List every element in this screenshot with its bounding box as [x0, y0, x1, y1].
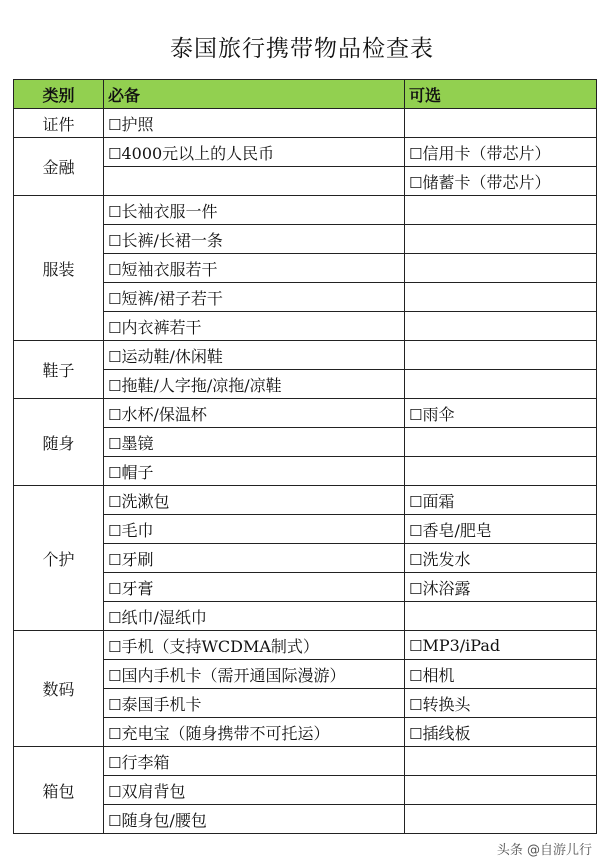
- checkbox-icon[interactable]: ☐: [108, 521, 122, 540]
- watermark: 头条 @自游儿行: [496, 843, 592, 858]
- checklist-table: [13, 79, 597, 834]
- table-row: [14, 138, 597, 167]
- required-cell: [104, 283, 405, 312]
- required-cell: [104, 428, 405, 457]
- item-label: 插线板: [422, 723, 471, 743]
- checkbox-icon[interactable]: ☐: [108, 666, 122, 685]
- item-label: 随身包/腰包: [121, 810, 207, 830]
- table-row: [14, 399, 597, 428]
- item-label: 洗漱包: [121, 491, 170, 511]
- optional-cell: [405, 776, 597, 805]
- optional-cell: [405, 805, 597, 834]
- checkbox-icon[interactable]: ☐: [409, 724, 423, 743]
- optional-cell: [405, 689, 597, 718]
- checklist-body: [14, 109, 597, 834]
- item-label: 长裤/长裙一条: [121, 230, 223, 250]
- checkbox-icon[interactable]: ☐: [409, 636, 423, 655]
- header-row: [14, 80, 597, 109]
- optional-cell: [405, 167, 597, 196]
- checkbox-icon[interactable]: ☐: [409, 521, 423, 540]
- required-cell: [104, 631, 405, 660]
- item-label: 毛巾: [121, 520, 154, 540]
- optional-cell: [405, 399, 597, 428]
- page-title: 泰国旅行携带物品检查表: [170, 36, 434, 62]
- checkbox-icon[interactable]: ☐: [108, 318, 122, 337]
- required-cell: [104, 573, 405, 602]
- item-label: 雨伞: [422, 404, 455, 424]
- checkbox-icon[interactable]: ☐: [108, 782, 122, 801]
- required-cell: [104, 689, 405, 718]
- item-label: 相机: [422, 665, 455, 685]
- item-label: 手机（支持WCDMA制式）: [121, 636, 319, 656]
- table-row: [14, 486, 597, 515]
- category-cell: 数码: [14, 631, 104, 747]
- category-cell: 鞋子: [14, 341, 104, 399]
- checkbox-icon[interactable]: ☐: [409, 492, 423, 511]
- checkbox-icon[interactable]: ☐: [108, 753, 122, 772]
- required-cell: [104, 225, 405, 254]
- required-cell: [104, 370, 405, 399]
- optional-cell: [405, 370, 597, 399]
- checkbox-icon[interactable]: ☐: [108, 492, 122, 511]
- checkbox-icon[interactable]: ☐: [108, 724, 122, 743]
- checkbox-icon[interactable]: ☐: [409, 579, 423, 598]
- required-cell: [104, 457, 405, 486]
- checkbox-icon[interactable]: ☐: [409, 695, 423, 714]
- item-label: 面霜: [422, 491, 455, 511]
- optional-cell: [405, 428, 597, 457]
- item-label: 转换头: [422, 694, 471, 714]
- item-label: 牙膏: [121, 578, 154, 598]
- optional-cell: [405, 138, 597, 167]
- checkbox-icon[interactable]: ☐: [409, 173, 423, 192]
- category-cell: 个护: [14, 486, 104, 631]
- table-row: [14, 109, 597, 138]
- checkbox-icon[interactable]: ☐: [108, 347, 122, 366]
- required-cell: [104, 167, 405, 196]
- checkbox-icon[interactable]: ☐: [108, 289, 122, 308]
- optional-cell: [405, 341, 597, 370]
- required-cell: [104, 196, 405, 225]
- required-cell: [104, 312, 405, 341]
- item-label: 墨镜: [121, 433, 154, 453]
- table-row: [14, 341, 597, 370]
- item-label: 信用卡（带芯片）: [422, 143, 551, 163]
- required-cell: [104, 486, 405, 515]
- header-required: 必备: [104, 80, 405, 109]
- optional-cell: [405, 109, 597, 138]
- item-label: 护照: [121, 114, 154, 134]
- required-cell: [104, 544, 405, 573]
- checkbox-icon[interactable]: ☐: [108, 405, 122, 424]
- required-cell: [104, 776, 405, 805]
- required-cell: [104, 515, 405, 544]
- optional-cell: [405, 602, 597, 631]
- required-cell: [104, 138, 405, 167]
- checkbox-icon[interactable]: ☐: [108, 579, 122, 598]
- table-row: [14, 747, 597, 776]
- item-label: 香皂/肥皂: [422, 520, 492, 540]
- item-label: 帽子: [121, 462, 154, 482]
- checkbox-icon[interactable]: ☐: [108, 550, 122, 569]
- item-label: 水杯/保温杯: [121, 404, 207, 424]
- optional-cell: [405, 486, 597, 515]
- checkbox-icon[interactable]: ☐: [108, 115, 122, 134]
- checkbox-icon[interactable]: ☐: [108, 637, 122, 656]
- item-label: 双肩背包: [121, 781, 186, 801]
- optional-cell: [405, 225, 597, 254]
- checkbox-icon[interactable]: ☐: [108, 434, 122, 453]
- checkbox-icon[interactable]: ☐: [108, 463, 122, 482]
- required-cell: [104, 254, 405, 283]
- category-cell: 金融: [14, 138, 104, 196]
- required-cell: [104, 805, 405, 834]
- optional-cell: [405, 747, 597, 776]
- checkbox-icon[interactable]: ☐: [108, 144, 122, 163]
- checkbox-icon[interactable]: ☐: [409, 144, 423, 163]
- item-label: MP3/iPad: [422, 635, 501, 655]
- required-cell: [104, 660, 405, 689]
- item-label: 短袖衣服若干: [121, 259, 218, 279]
- optional-cell: [405, 631, 597, 660]
- table-row: [14, 196, 597, 225]
- category-cell: 服装: [14, 196, 104, 341]
- optional-cell: [405, 312, 597, 341]
- optional-cell: [405, 515, 597, 544]
- optional-cell: [405, 196, 597, 225]
- checkbox-icon[interactable]: ☐: [108, 231, 122, 250]
- optional-cell: [405, 544, 597, 573]
- optional-cell: [405, 254, 597, 283]
- optional-cell: [405, 573, 597, 602]
- item-label: 国内手机卡（需开通国际漫游）: [121, 665, 346, 685]
- category-cell: 箱包: [14, 747, 104, 834]
- checkbox-icon[interactable]: ☐: [108, 202, 122, 221]
- checkbox-icon[interactable]: ☐: [108, 811, 122, 830]
- item-label: 4000元以上的人民币: [121, 143, 275, 163]
- item-label: 短裤/裙子若干: [121, 288, 223, 308]
- required-cell: [104, 109, 405, 138]
- item-label: 长袖衣服一件: [121, 201, 218, 221]
- item-label: 储蓄卡（带芯片）: [422, 172, 551, 192]
- item-label: 充电宝（随身携带不可托运）: [121, 723, 330, 743]
- item-label: 牙刷: [121, 549, 154, 569]
- checkbox-icon[interactable]: ☐: [108, 260, 122, 279]
- required-cell: [104, 718, 405, 747]
- checkbox-icon[interactable]: ☐: [108, 376, 122, 395]
- checkbox-icon[interactable]: ☐: [409, 550, 423, 569]
- required-cell: [104, 602, 405, 631]
- item-label: 运动鞋/休闲鞋: [121, 346, 223, 366]
- category-cell: 证件: [14, 109, 104, 138]
- item-label: 内衣裤若干: [121, 317, 202, 337]
- optional-cell: [405, 283, 597, 312]
- checkbox-icon[interactable]: ☐: [108, 695, 122, 714]
- item-label: 泰国手机卡: [121, 694, 202, 714]
- required-cell: [104, 341, 405, 370]
- optional-cell: [405, 660, 597, 689]
- header-category: 类别: [14, 80, 104, 109]
- table-row: [14, 631, 597, 660]
- category-cell: 随身: [14, 399, 104, 486]
- required-cell: [104, 747, 405, 776]
- optional-cell: [405, 718, 597, 747]
- checkbox-icon[interactable]: ☐: [409, 666, 423, 685]
- header-optional: 可选: [405, 80, 597, 109]
- item-label: 洗发水: [422, 549, 471, 569]
- checkbox-icon[interactable]: ☐: [108, 608, 122, 627]
- item-label: 拖鞋/人字拖/凉拖/凉鞋: [121, 375, 282, 395]
- required-cell: [104, 399, 405, 428]
- item-label: 纸巾/湿纸巾: [121, 607, 207, 627]
- optional-cell: [405, 457, 597, 486]
- checkbox-icon[interactable]: ☐: [409, 405, 423, 424]
- item-label: 沐浴露: [422, 578, 471, 598]
- item-label: 行李箱: [121, 752, 170, 772]
